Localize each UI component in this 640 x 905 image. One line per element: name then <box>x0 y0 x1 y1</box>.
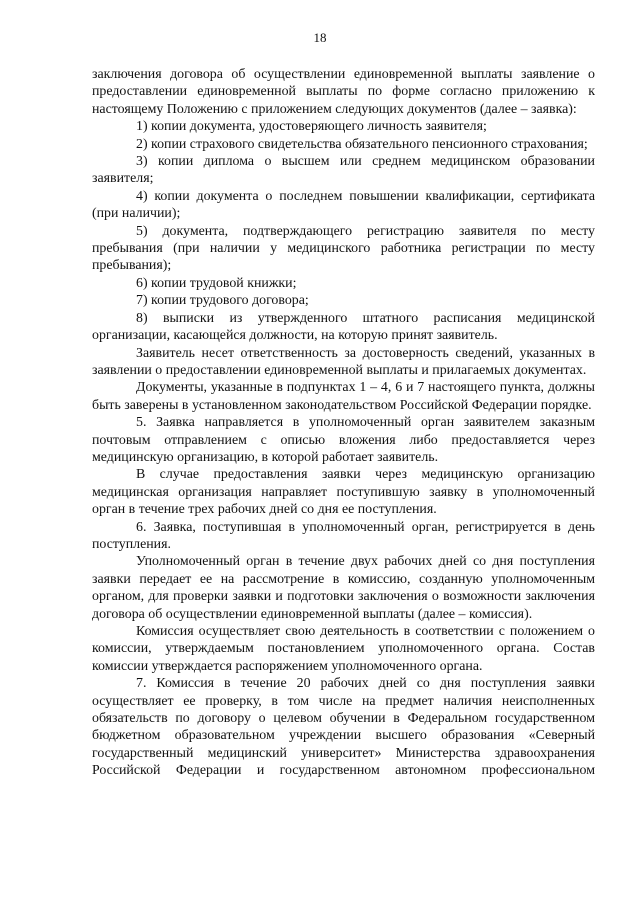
list-item-6: 6) копии трудовой книжки; <box>136 275 297 291</box>
paragraph-responsibility: Заявитель несет ответственность за достоверность сведений, указанных в заявлении о предоставлении единовременной выплаты и прилагаемых документах. <box>92 345 595 378</box>
paragraph-commission-activity: Комиссия осуществляет свою деятельность в соответствии с положением о комиссии, утверждаемым постановлением уполномоченного органа. Состав комиссии утверждается распоряжением уполномоченного органа. <box>92 624 595 674</box>
paragraph-commission-transfer: Уполномоченный орган в течение двух рабочих дней со дня поступления заявки передает ее на рассмотрение в комиссию, созданную уполномоченным органом, для проверки заявки и подготовки заключения о возможности заключения договора об осуществлении единовременной выплаты (далее – комиссия). <box>92 554 595 622</box>
clause-5: 5. Заявка направляется в уполномоченный орган заявителем заказным почтовым отправлением с описью вложения либо предоставляется через медицинскую организацию, в которой работает заявитель. <box>92 415 595 465</box>
list-item-7: 7) копии трудового договора; <box>136 293 309 309</box>
paragraph-intro: заключения договора об осуществлении единовременной выплаты заявление о предоставлении единовременной выплаты по форме согласно приложению к настоящему Положению с приложением следующих документов (далее – заявка): <box>92 67 595 117</box>
clause-6: 6. Заявка, поступившая в уполномоченный орган, регистрируется в день поступления. <box>92 519 595 552</box>
list-item-4: 4) копии документа о последнем повышении квалификации, сертификата (при наличии); <box>92 188 595 222</box>
list-item-8: 8) выписки из утвержденного штатного расписания медицинской организации, касающейся должности, на которую принят заявитель. <box>92 310 595 344</box>
list-item-2: 2) копии страхового свидетельства обязательного пенсионного страхования; <box>136 136 588 152</box>
list-item-3: 3) копии диплома о высшем или среднем медицинском образовании заявителя; <box>92 154 595 187</box>
list-item-1: 1) копии документа, удостоверяющего личность заявителя; <box>136 119 487 135</box>
document-body <box>92 66 595 780</box>
clause-7: 7. Комиссия в течение 20 рабочих дней со дня поступления заявки осуществляет ее проверку, в том числе на предмет наличия неисполненных обязательств по договору о целевом обучении в Федеральном государственном бюджетном образовательном учреждении высшего образования «Северный государственный медицинский университет» Министерства здравоохранения Российской Федерации и государственном автономном профессиональном <box>92 676 595 779</box>
paragraph-certification: Документы, указанные в подпунктах 1 – 4, 6 и 7 настоящего пункта, должны быть заверены в установленном законодательством Российской Федерации порядке. <box>92 380 595 413</box>
paragraph-medical-organization: В случае предоставления заявки через медицинскую организацию медицинская организация направляет поступившую заявку в уполномоченный орган в течение трех рабочих дней со дня ее поступления. <box>92 467 595 518</box>
list-item-5: 5) документа, подтверждающего регистрацию заявителя по месту пребывания (при наличии у медицинского работника регистрации по месту пребывания); <box>92 223 595 274</box>
page-number: 18 <box>313 30 327 45</box>
